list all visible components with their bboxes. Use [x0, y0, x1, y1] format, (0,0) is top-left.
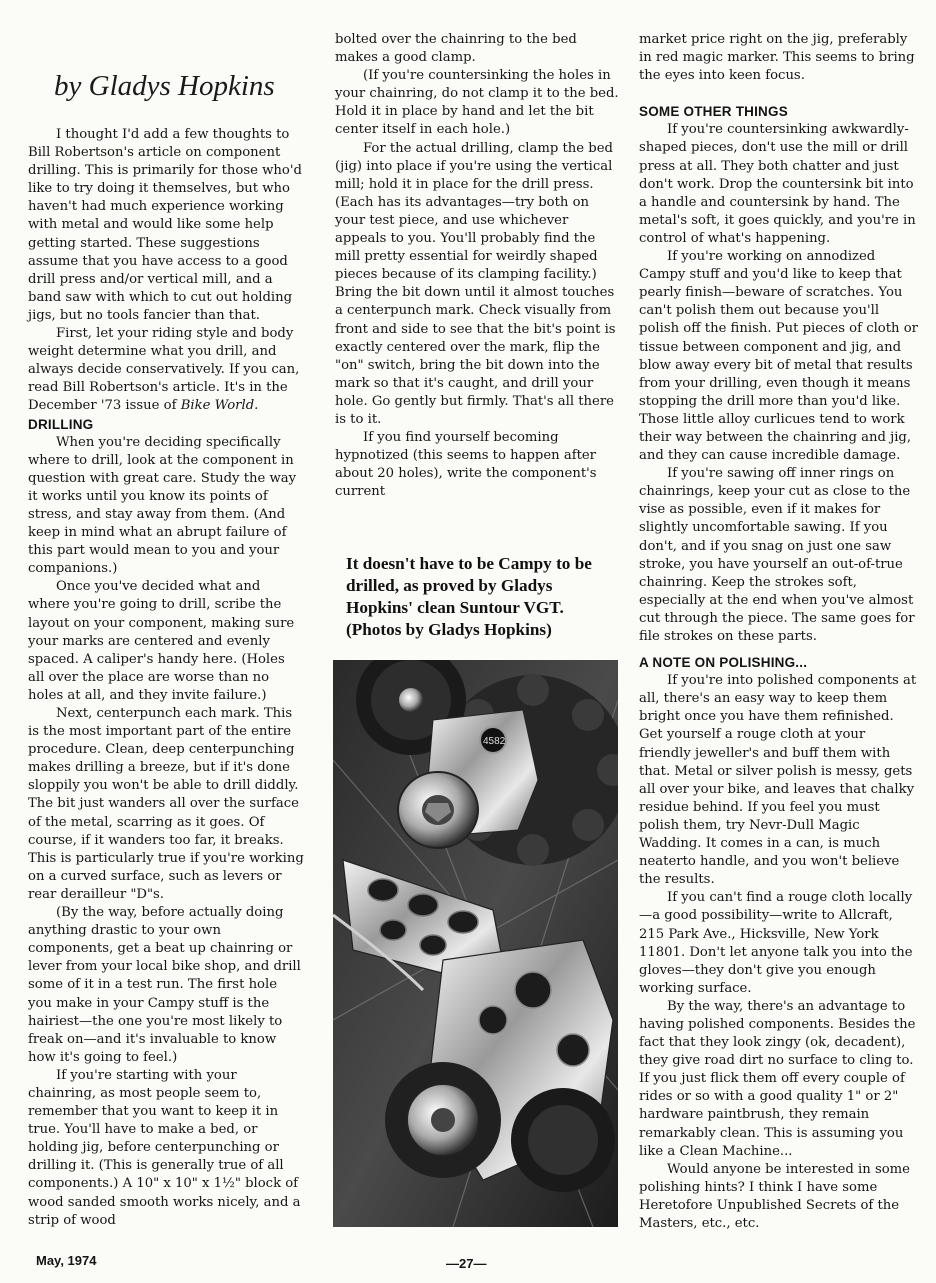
byline: by Gladys Hopkins: [54, 70, 275, 102]
paragraph: Once you've decided what and where you're going to drill, scribe the layout on your component, making sure your marks are centered and evenly spaced. A caliper's handy here. (Holes all over the place are worse than no holes at all, and they invite failure.): [28, 579, 295, 703]
derailleur-photo: [333, 660, 618, 1227]
paragraph: If you're starting with your chainring, as most people seem to, remember that you want to keep it in true. You'll have to make a bed, or holding jig, before centerpunching or drilling it. (This is generally true of all components.) A 10" x 10" x 1½" block of wood sanded smooth works nicely, and a strip of wood: [28, 1067, 301, 1228]
paragraph: For the actual drilling, clamp the bed (jig) into place if you're using the vertical mill; hold it in place for the drill press. (Each has its advantages—try both on your test piece, and use whichever appeals to you. You'll probably find the mill pretty essential for weirdly shaped pieces because of its clamping facility.) Bring the bit down until it almost touches a centerpunch mark. Check visually from front and side to see that the bit's point is exactly centered over the mark, flip the "on" switch, bring the bit down into the mark so that it's caught, and drill your hole. Go gently but firmly. That's all there is to it.: [335, 140, 616, 427]
paragraph: bolted over the chainring to the bed makes a good clamp.: [335, 32, 577, 66]
issue-date: May, 1974: [36, 1253, 97, 1268]
paragraph: If you're working on annodized Campy stuff and you'd like to keep that pearly finish—beware of scratches. You can't polish them out because you'll polish off the finish. Put pieces of cloth or tissue between component and jig, and blow away every bit of metal that results from your drilling, even though it means stopping the drill more than you'd like. Those little alloy curlicues tend to work their way between the chainring and jig, and they can cause incredible damage.: [639, 249, 918, 464]
column-3: [639, 31, 921, 1233]
magazine-title: Bike World.: [180, 398, 259, 414]
section-heading-other-things: SOME OTHER THINGS: [639, 104, 788, 120]
paragraph: First, let your riding style and body weight determine what you drill, and always decide conservatively. If you can, read Bill Robertson's article. It's in the December '73 issue of Bike World.: [28, 326, 300, 414]
paragraph: market price right on the jig, preferably in red magic marker. This seems to bring the eyes into keen focus.: [639, 32, 915, 84]
paragraph: Would anyone be interested in some polishing hints? I think I have some Heretofore Unpublished Secrets of the Masters, etc., etc.: [639, 1161, 910, 1231]
column-2: [335, 31, 619, 501]
photo-caption: It doesn't have to be Campy to be drilled, as proved by Gladys Hopkins' clean Suntour VGT. (Photos by Gladys Hopkins): [346, 554, 592, 639]
paragraph: If you're into polished components at all, there's an easy way to keep them bright once you have them refinished. Get yourself a rouge cloth at your friendly jeweller's and buff them with that. Metal or silver polish is messy, gets all over your bike, and leaves that chalky residue behind. If you feel you must polish them, try Nevr-Dull Magic Wadding. It comes in a can, is much neaterto handle, and you won't believe the results.: [639, 673, 917, 888]
paragraph: Next, centerpunch each mark. This is the most important part of the entire procedure. Clean, deep centerpunching makes drilling a breeze, but if it's done sloppily you won't be able to drill diddly. The bit just wanders all over the surface of the metal, scarring as it goes. Of course, if it wanders too far, it breaks. This is particularly true if you're working on a curved surface, such as levers or rear derailleur "D"s.: [28, 706, 304, 902]
paragraph: If you can't find a rouge cloth locally—a good possibility—write to Allcraft, 215 Park Ave., Hicksville, New York 11801. Don't let anyone talk you into the gloves—they don't give you enough working surface.: [639, 890, 913, 996]
paragraph: (By the way, before actually doing anything drastic to your own components, get a beat up chainring or lever from your local bike shop, and drill some of it in a test run. The first hole you make in your Campy stuff is the hairiest—the one you're most likely to freak on—and it's invaluable to know how it's going to feel.): [28, 905, 301, 1065]
page-number: —27—: [446, 1256, 487, 1271]
section-heading-polishing: A NOTE ON POLISHING...: [639, 655, 808, 671]
paragraph: If you're sawing off inner rings on chainrings, keep your cut as close to the vise as possible, even if it makes for slightly uncomfortable sawing. If you don't, and if you snag on just one saw stroke, you have yourself an out-of-true chainring. Keep the strokes soft, especially at the end when you've almost cut through the piece. The same goes for file strokes on these parts.: [639, 466, 915, 644]
paragraph: By the way, there's an advantage to having polished components. Besides the fact that they look zingy (ok, decadent), they give road dirt no surface to cling to. If you just flick them off every couple of rides or so with a good quality 1" or 2" hardware paintbrush, they remain remarkably clean. This is assuming you like a Clean Machine...: [639, 998, 916, 1159]
derailleur-illustration: [333, 660, 618, 1227]
stamp-number: 4582: [483, 736, 506, 747]
paragraph: If you're countersinking awkwardly-shaped pieces, don't use the mill or drill press at all. They both chatter and just don't work. Drop the countersink bit into a handle and countersink by hand. The metal's soft, it goes quickly, and you're in control of what's happening.: [639, 122, 916, 246]
section-heading-drilling: DRILLING: [28, 416, 94, 432]
paragraph: I thought I'd add a few thoughts to Bill Robertson's article on component drilling. This is primarily for those who'd like to try doing it themselves, but who haven't had much experience working with metal and would like some help getting started. These suggestions assume that you have access to a good drill press and/or vertical mill, and a band saw with which to cut out holding jigs, but no tools fancier than that.: [28, 127, 302, 323]
column-1: [28, 126, 304, 1230]
paragraph: If you find yourself becoming hypnotized (this seems to happen after about 20 holes), write the component's current: [335, 430, 597, 500]
paragraph: (If you're countersinking the holes in your chainring, do not clamp it to the bed. Hold it in place by hand and let the bit center itself in each hole.): [335, 68, 619, 138]
paragraph: When you're deciding specifically where to drill, look at the component in question with great care. Study the way it works until you know its points of stress, and stay away from them. (And keep in mind what an abrupt failure of this part would mean to you and your companions.): [28, 434, 297, 577]
